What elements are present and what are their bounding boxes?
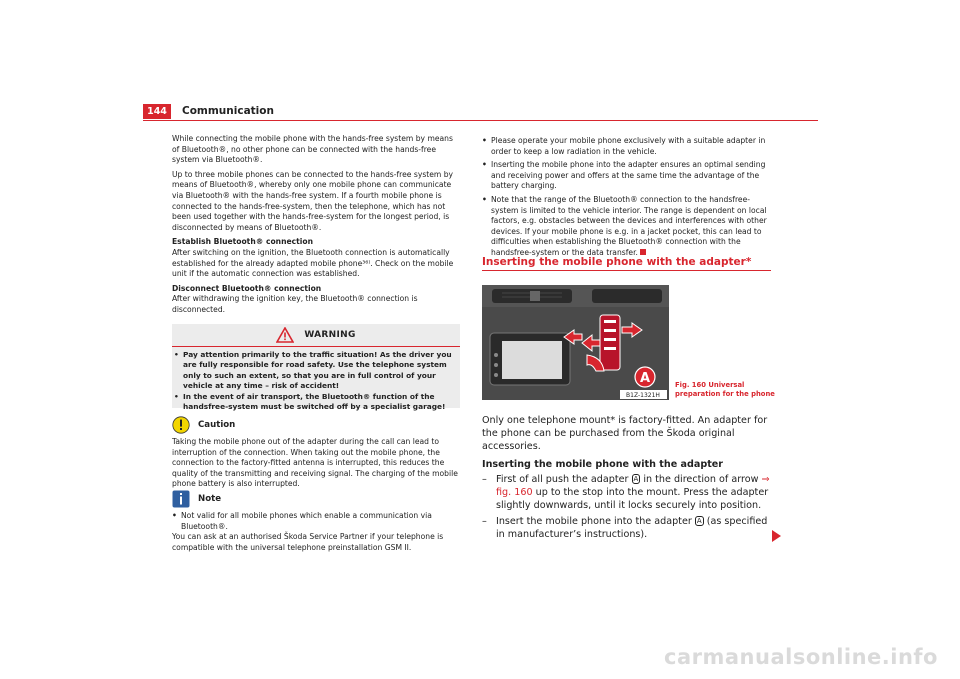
figure-code: B1Z-1321H <box>626 392 660 399</box>
establish-text: After switching on the ignition, the Bluetooth connection is automatically established for the already adapted mobile phone³⁶⁾. Check on the mobile unit if the automatic connection was established. <box>172 247 454 279</box>
warning-item: • In the event of air transport, the Bluetooth® function of the handsfree-system must be switched off by a specialist garage! <box>174 391 446 412</box>
caution-header <box>172 416 462 434</box>
right-bullet: • Please operate your mobile phone exclusively with a suitable adapter in order to keep a low radiation in the vehicle. <box>482 136 766 156</box>
right-body <box>482 414 774 541</box>
dashboard-illustration <box>482 285 669 400</box>
right-bullets <box>482 136 772 259</box>
note-icon <box>172 490 190 508</box>
figure-callout-a: A <box>639 371 651 386</box>
section-title: Communication <box>182 105 274 117</box>
right-bullet: • Note that the range of the Bluetooth® connection to the handsfree-system is limited to the vehicle interior. The range is dependent on local factors, e.g. obstacles between the devices and interferences with other devices. If your mobile phone is e.g. in a jacket pocket, this can lead to difficulties when establishing the Bluetooth® connection with the handsfree-system or the data transfer. <box>482 194 767 257</box>
note-header <box>172 490 462 508</box>
step-1: – First of all push the adapter A in the direction of arrow ⇒ fig. 160 up to the stop into the mount. Press the adapter slightly downwards, until it locks securely into position. <box>482 474 770 511</box>
caution-block <box>172 416 462 494</box>
section-rule <box>482 270 771 271</box>
adapter-tag: A <box>633 475 639 483</box>
warning-item: • Pay attention primarily to the traffic situation! As the driver you are fully responsible for road safety. Use the telephone system only to such an extent, so that you are in full control of your vehicle at any time – risk of accident! <box>174 350 452 391</box>
note-text: You can ask at an authorised Škoda Service Partner if your telephone is compatible with the universal telephone preinstallation GSM II. <box>172 532 444 552</box>
note-block <box>172 490 462 553</box>
warning-icon <box>276 327 294 343</box>
paragraph-connect: While connecting the mobile phone with the hands-free system by means of Bluetooth®, no other phone can be connected with the hands-free system via Bluetooth®. <box>172 134 453 165</box>
next-page-arrow-icon[interactable] <box>772 530 781 542</box>
disconnect-text: After withdrawing the ignition key, the Bluetooth® connection is disconnected. <box>172 294 418 314</box>
right-bullet: • Inserting the mobile phone into the adapter ensures an optimal sending and receiving power and offers at the same time the advantage of the battery charging. <box>482 160 766 191</box>
warning-body <box>172 347 460 412</box>
note-title: Note <box>198 493 222 504</box>
establish-heading: Establish Bluetooth® connection <box>172 237 313 247</box>
note-bullet: • Not valid for all mobile phones which enable a communication via Bluetooth®. <box>172 511 432 531</box>
watermark: carmanualsonline.info <box>664 645 938 669</box>
step-2: – Insert the mobile phone into the adapter A (as specified in manufacturer’s instructions). <box>482 516 768 540</box>
adapter-tag: A <box>696 517 702 525</box>
caution-title: Caution <box>198 419 236 430</box>
warning-header <box>172 324 460 347</box>
header-rule <box>143 120 818 121</box>
figure-160 <box>482 285 669 400</box>
page-number: 144 <box>143 104 171 119</box>
figure-link[interactable]: ⇒ fig. 160 <box>496 474 770 498</box>
warning-title: WARNING <box>304 330 356 340</box>
warning-box <box>172 324 460 412</box>
section-heading: Inserting the mobile phone with the adapter* <box>482 256 752 268</box>
figure-caption: Fig. 160 Universal preparation for the phone <box>675 381 775 398</box>
left-column <box>172 134 462 320</box>
end-marker-icon <box>640 249 646 255</box>
paragraph-three-phones: Up to three mobile phones can be connected to the hands-free system by means of Bluetooth®, whereby only one mobile phone can communicate via Bluetooth® with the hands-free system. If a fourth mobile phone is connected to the hands-free-system, then the telephone, which has not been used together with the hands-free-system for the longest period, is disconnected by means of Bluetooth®. <box>172 169 454 232</box>
caution-text: Taking the mobile phone out of the adapter during the call can lead to interruption of the connection. When taking out the mobile phone, the connection to the factory-fitted antenna is interrupted, this reduces the quality of the transmitting and receiving signal. The charging of the mobile phone battery is also interrupted. <box>172 437 458 489</box>
intro-text: Only one telephone mount* is factory-fitted. An adapter for the phone can be purchased from the Škoda original accessories. <box>482 415 768 452</box>
disconnect-heading: Disconnect Bluetooth® connection <box>172 283 322 293</box>
caution-icon <box>172 416 190 434</box>
sub-heading: Inserting the mobile phone with the adapter <box>482 459 724 470</box>
